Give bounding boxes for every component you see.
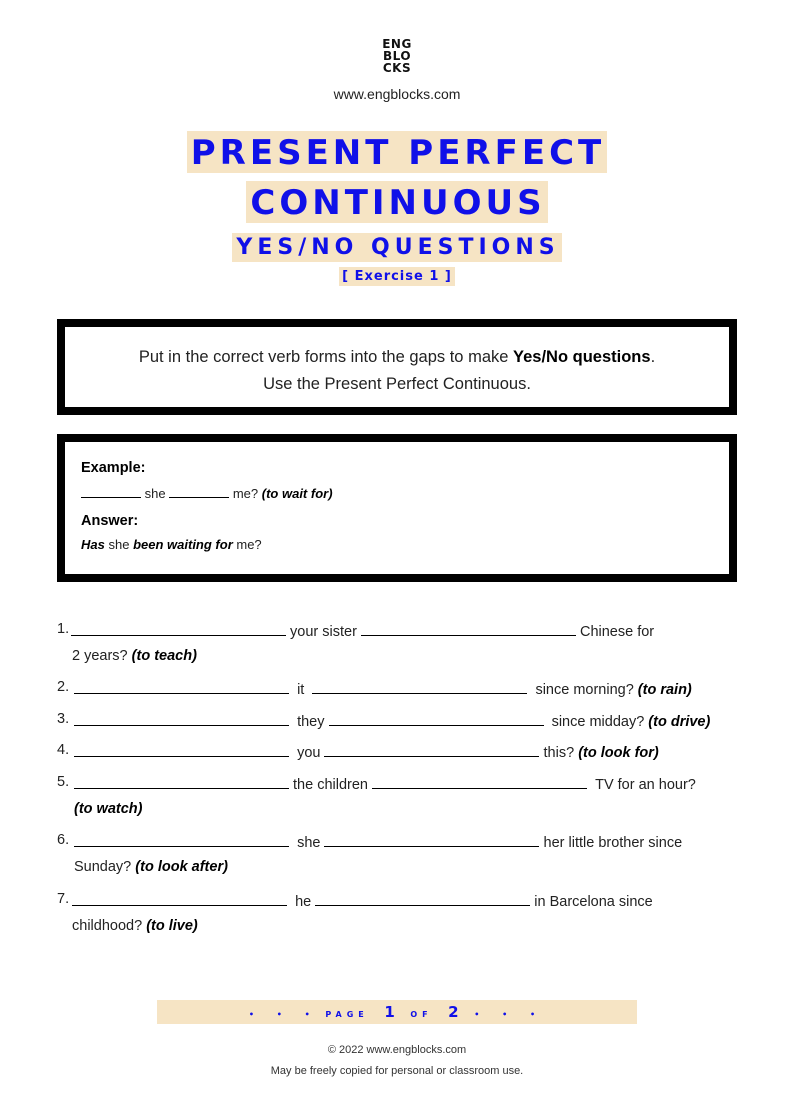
question-5-gap-1[interactable] bbox=[74, 774, 289, 789]
example-heading: Example: bbox=[81, 460, 146, 476]
answer-heading: Answer: bbox=[81, 513, 139, 529]
title-line-2: CONTINUOUS bbox=[246, 181, 547, 223]
question-3-gap-2[interactable] bbox=[329, 711, 544, 726]
logo-line-1: ENG bbox=[382, 37, 412, 51]
question-6-gap-1[interactable] bbox=[74, 832, 289, 847]
exercise-label: [ Exercise 1 ] bbox=[339, 267, 455, 286]
page-indicator: • • • PAGE 1 OF 2 • • • bbox=[157, 1000, 637, 1024]
question-1-gap-1[interactable] bbox=[71, 621, 286, 636]
question-2-gap-2[interactable] bbox=[312, 679, 527, 694]
question-4-gap-1[interactable] bbox=[74, 742, 289, 757]
logo-line-3: CKS bbox=[382, 61, 412, 75]
subtitle: YES/NO QUESTIONS bbox=[232, 233, 561, 262]
instructions-line-1: Put in the correct verb forms into the gaps to make Yes/No questions. bbox=[138, 348, 656, 366]
question-7-gap-2[interactable] bbox=[315, 891, 530, 906]
current-page: 1 bbox=[384, 1003, 395, 1021]
question-7-gap-1[interactable] bbox=[72, 891, 287, 906]
question-2-gap-1[interactable] bbox=[74, 679, 289, 694]
example-box bbox=[57, 434, 737, 582]
question-1-gap-2[interactable] bbox=[361, 621, 576, 636]
title-line-1: PRESENT PERFECT bbox=[187, 131, 607, 173]
instructions-emphasis: Yes/No questions bbox=[513, 348, 651, 366]
footer-license: May be freely copied for personal or classroom use. bbox=[270, 1065, 524, 1077]
logo-line-2: BLO bbox=[382, 49, 412, 63]
example-sentence: she me? (to wait for) bbox=[81, 486, 713, 501]
instructions-box bbox=[57, 319, 737, 415]
engblocks-logo bbox=[0, 38, 794, 74]
answer-sentence: Has she been waiting for me? bbox=[81, 537, 262, 552]
question-3-gap-1[interactable] bbox=[74, 711, 289, 726]
example-gap-2 bbox=[169, 486, 229, 498]
site-url: www.engblocks.com bbox=[333, 86, 461, 102]
question-5-gap-2[interactable] bbox=[372, 774, 587, 789]
example-gap-1 bbox=[81, 486, 141, 498]
question-4-gap-2[interactable] bbox=[324, 742, 539, 757]
question-6-gap-2[interactable] bbox=[324, 832, 539, 847]
footer-copyright: © 2022 www.engblocks.com bbox=[327, 1044, 467, 1056]
instructions-line-2: Use the Present Perfect Continuous. bbox=[263, 375, 531, 393]
total-pages: 2 bbox=[448, 1003, 459, 1021]
